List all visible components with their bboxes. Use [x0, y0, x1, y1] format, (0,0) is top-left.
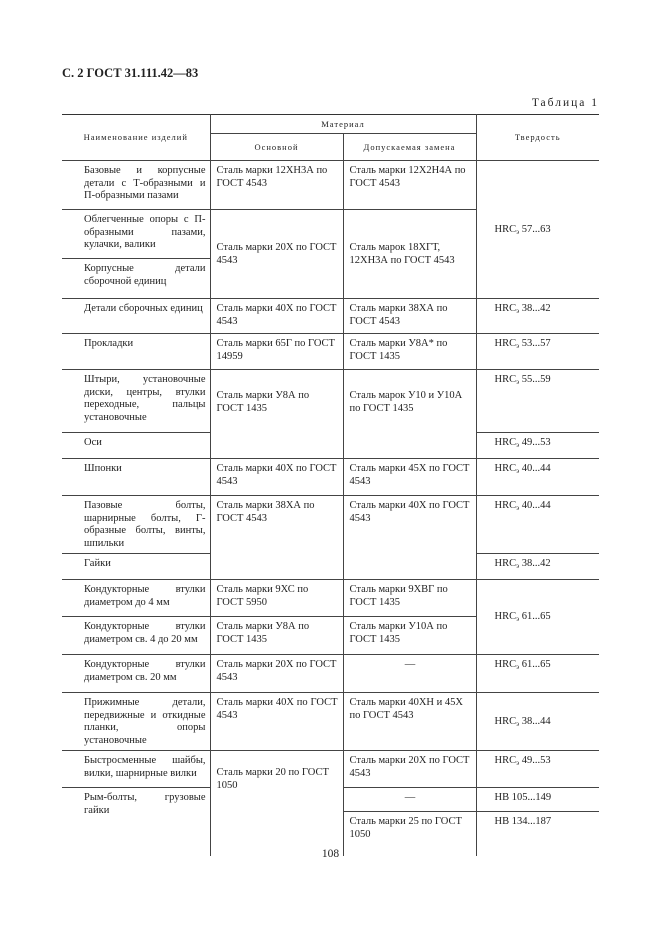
header-name: Наименование изделий: [62, 115, 210, 161]
main-material: Сталь марки 40Х по ГОСТ 4543: [210, 299, 343, 334]
hardness: $HRC_э$ 55...59: [476, 370, 599, 433]
table-row: [62, 693, 599, 751]
table-row: [62, 751, 599, 788]
main-material: Сталь марки 20Х по ГОСТ 4543: [210, 210, 343, 299]
hardness: $HRC_э$ 57...63: [476, 161, 599, 299]
item-name: Пазовые болты, шарнирные болты, Г-образные болты, винты, шпильки: [62, 496, 210, 554]
main-material: Сталь марки 20 по ГОСТ 1050: [210, 751, 343, 856]
item-name: Гайки: [62, 554, 210, 580]
hardness: $HRC_э$ 61...65: [476, 655, 599, 693]
item-name: Шпонки: [62, 459, 210, 496]
alternate-material: Сталь марки 38ХА по ГОСТ 4543: [343, 299, 476, 334]
document-header: С. 2 ГОСТ 31.111.42—83: [62, 66, 199, 80]
item-name: Детали сборочных единиц: [62, 299, 210, 334]
main-material: Сталь марки 20Х по ГОСТ 4543: [210, 655, 343, 693]
alternate-material: Сталь марки У8А* по ГОСТ 1435: [343, 334, 476, 370]
item-name: Оси: [62, 433, 210, 459]
materials-table: [62, 114, 599, 856]
page-number: 108: [321, 848, 340, 860]
alternate-material: Сталь марок 18ХГТ, 12ХН3А по ГОСТ 4543: [343, 210, 476, 299]
alternate-material: Сталь марок У10 и У10А по ГОСТ 1435: [343, 370, 476, 459]
main-material: Сталь марки 12ХН3А по ГОСТ 4543: [210, 161, 343, 210]
table-row: [62, 496, 599, 554]
alternate-material: Сталь марки У10А по ГОСТ 1435: [343, 617, 476, 655]
item-name: Штыри, установочные диски, центры, втулки переходные, пальцы установочные: [62, 370, 210, 433]
hardness: $HRC_э$ 49...53: [476, 751, 599, 788]
header-hardness: Твердость: [514, 132, 561, 143]
item-name: Кондукторные втулки диаметром св. 4 до 20 мм: [62, 617, 210, 655]
table-row: [62, 334, 599, 370]
alternate-material: —: [343, 655, 476, 693]
table-row: [62, 459, 599, 496]
table-row: [62, 580, 599, 617]
main-material: Сталь марки 40Х по ГОСТ 4543: [210, 693, 343, 751]
main-material: Сталь марки 65Г по ГОСТ 14959: [210, 334, 343, 370]
main-material: Сталь марки 38ХА по ГОСТ 4543: [210, 496, 343, 580]
alternate-material: Сталь марки 45Х по ГОСТ 4543: [343, 459, 476, 496]
hardness: $HRC_э$ 38...44: [476, 693, 599, 751]
hardness: $HRC_э$ 38...42: [476, 554, 599, 580]
header-alternate-material: Допускаемая замена: [343, 134, 476, 161]
item-name: Рым-болты, грузовые гайки: [62, 788, 210, 856]
alternate-material: —: [343, 788, 476, 812]
hardness: $HRC_э$ 38...42: [476, 299, 599, 334]
header-material: Материал: [210, 115, 476, 134]
main-material: Сталь марки 9ХС по ГОСТ 5950: [210, 580, 343, 617]
item-name: Облегченные опоры с П-образными пазами, кулачки, валики: [62, 210, 210, 259]
hardness: $HRC_э$ 49...53: [476, 433, 599, 459]
alternate-material: Сталь марки 25 по ГОСТ 1050: [343, 812, 476, 856]
table-row: [62, 299, 599, 334]
hardness: $HRC_э$ 53...57: [476, 334, 599, 370]
table-row: [62, 161, 599, 210]
main-material: Сталь марки У8А по ГОСТ 1435: [210, 370, 343, 459]
alternate-material: Сталь марки 9ХВГ по ГОСТ 1435: [343, 580, 476, 617]
alternate-material: Сталь марки 40Х по ГОСТ 4543: [343, 496, 476, 580]
item-name: Базовые и корпусные детали с Т-образными и П-образными пазами: [62, 161, 210, 210]
hardness: HB 105...149: [476, 788, 599, 812]
alternate-material: Сталь марки 12Х2Н4А по ГОСТ 4543: [343, 161, 476, 210]
alternate-material: Сталь марки 20Х по ГОСТ 4543: [343, 751, 476, 788]
item-name: Прокладки: [62, 334, 210, 370]
item-name: Прижимные детали, передвижные и откидные планки, опоры установочные: [62, 693, 210, 751]
alternate-material: Сталь марки 40ХН и 45Х по ГОСТ 4543: [343, 693, 476, 751]
hardness: $HRC_э$ 40...44: [476, 496, 599, 554]
hardness: $HRC_э$ 40...44: [476, 459, 599, 496]
item-name: Кондукторные втулки диаметром до 4 мм: [62, 580, 210, 617]
item-name: Быстросменные шайбы, вилки, шарнирные вилки: [62, 751, 210, 788]
table-row: [62, 655, 599, 693]
table-caption: Таблица 1: [531, 97, 599, 109]
item-name: Кондукторные втулки диаметром св. 20 мм: [62, 655, 210, 693]
table-row: [62, 370, 599, 433]
hardness: $HRC_э$ 61...65: [476, 580, 599, 655]
main-material: Сталь марки У8А по ГОСТ 1435: [210, 617, 343, 655]
header-main-material: Основной: [210, 134, 343, 161]
hardness: HB 134...187: [476, 812, 599, 856]
item-name: Корпусные детали сборочной единиц: [62, 259, 210, 299]
main-material: Сталь марки 40Х по ГОСТ 4543: [210, 459, 343, 496]
